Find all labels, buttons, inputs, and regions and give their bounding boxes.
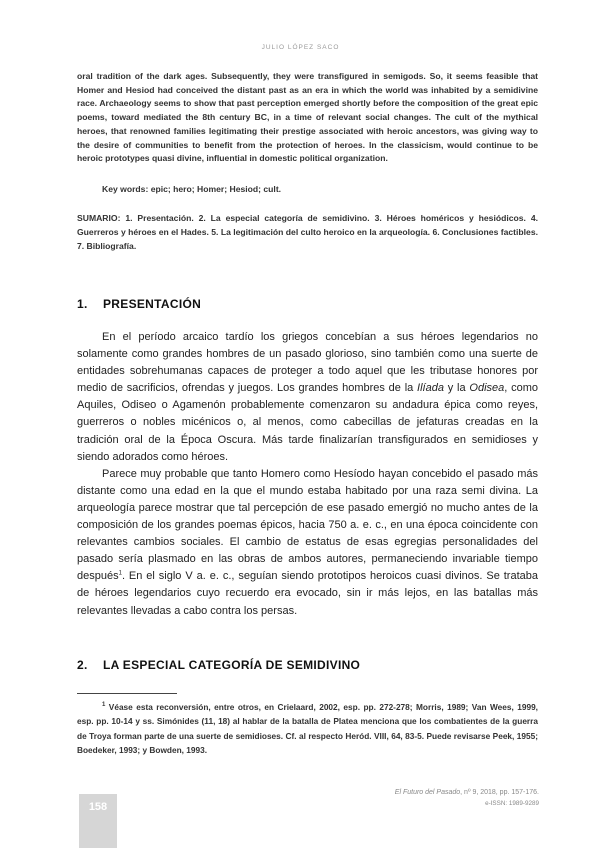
section-number: 2. (77, 658, 88, 672)
citation-details: , nº 9, 2018, pp. 157-176. (460, 789, 539, 796)
journal-citation (395, 789, 539, 796)
abstract (77, 70, 538, 166)
text-run: . En el siglo V a. e. c., seguían siendo prototipos heroicos cuasi divinos. Se trataba de héroes legendarios cuyo recuerdo era evocado, sin ir más lejos, en las batallas más relevantes llevadas a cabo contra los persas. (77, 570, 538, 617)
footnote-marker: 1 (102, 702, 106, 709)
issn: e-ISSN: 1989-9289 (485, 800, 539, 807)
keywords: Key words: epic; hero; Homer; Hesiod; cult. (102, 184, 282, 194)
journal-name: El Futuro del Pasado (394, 789, 461, 796)
footnote-text (77, 700, 538, 757)
text-run: Parece muy probable que tanto Homero como Hesíodo hayan concebido el pasado más distante como una edad en la que el mundo estaba habitado por una raza semi divina. La arqueología parece mostrar que tal percepción de ese pasado emergió no mucho antes de la composición de los grandes poemas épicos, hacia 750 a. e. c., en una época coincidente con relevantes cambios sociales. El cambio de estatus de esas egregias personalidades del pasado sería plasmado en las obras de ambos autores, permaneciendo invariable tiempo después (77, 467, 538, 583)
work-title-odisea: Odisea (469, 382, 505, 395)
paragraph (77, 466, 538, 620)
running-head: JULIO LÓPEZ SACO (261, 44, 340, 51)
footnote (77, 700, 538, 757)
summary: SUMARIO: 1. Presentación. 2. La especial categoría de semidivino. 3. Héroes homéricos y hesiódicos. 4. Guerreros y héroes en el Hades. 5. La legitimación del culto heroico en la arqueología. 6. Conclusiones factibles. 7. Bibliografía. (77, 213, 538, 251)
footnote-reference[interactable]: 1 (118, 570, 122, 577)
section-heading-presentacion (77, 297, 201, 311)
body-text (77, 329, 538, 620)
abstract-text: oral tradition of the dark ages. Subsequently, they were transfigured in semigods. So, it seems feasible that Homer and Hesiod had conceived the distant past as an era in which the world was inhabited by a semidivine race. Archaeology seems to show that past perception emerged shortly before the composition of the great epic poems, toward mediated the 8th century BC, in a time of relevant social changes. The cult of the mythical heroes, that renowned families legitimating their prestige associated with heroic ancestors, was giving way to the desire of communities to benefit from the protection of heroes. In the classicism, would continue to be heroic prototypes quasi divine, influential in domestic political organization. (77, 71, 538, 164)
section-title: PRESENTACIÓN (103, 297, 202, 311)
text-run: y la (443, 382, 470, 395)
work-title-iliada: Ilíada (417, 382, 444, 395)
paragraph (77, 329, 538, 466)
section-heading-semidivino (77, 658, 360, 672)
footnote-divider (77, 693, 177, 694)
section-number: 1. (77, 297, 88, 311)
page-number: 158 (88, 801, 108, 813)
section-title: LA ESPECIAL CATEGORÍA DE SEMIDIVINO (103, 658, 361, 672)
footnote-body: Véase esta reconversión, entre otros, en Crielaard, 2002, esp. pp. 272-278; Morris, 1989; Van Wees, 1999, esp. pp. 10-14 y ss. Simónides (11, 18) al hablar de la batalla de Platea menciona que los combatientes de la guerra de Troya forman parte de una suerte de semidioses. Cf. al respecto Heród. VIII, 64, 83-5. Puede revisarse Peek, 1955; Boedeker, 1993; y Bowden, 1993. (77, 702, 538, 755)
text-run: , como Aquiles, Odiseo o Agamenón probablemente comenzaron su andadura épica como reyes, guerreros o nobles micénicos o, al menos, como cabecillas de jefaturas creadas en la tradición oral de la Época Oscura. Más tarde finalizarían transfigurados en semidioses y siendo adorados como héroes. (77, 382, 538, 463)
text-run: En el período arcaico tardío los griegos concebían a sus héroes legendarios no solamente como grandes hombres de un pasado glorioso, sino también como una suerte de entidades sobrehumanas capaces de proteger a todo aquel que les tributase honores por medio de sacrificios, ofrendas y juegos. Los grandes hombres de la (77, 331, 538, 395)
